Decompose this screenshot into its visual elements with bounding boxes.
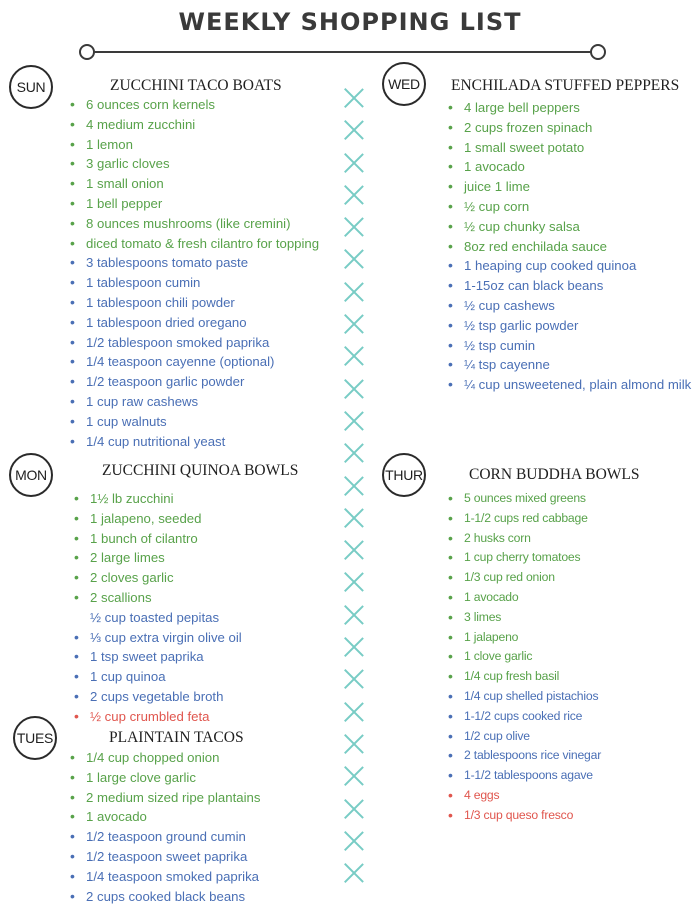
ingredient-item: • ⅓ cup extra virgin olive oil	[74, 628, 242, 648]
ingredient-item: • 5 ounces mixed greens	[448, 489, 601, 509]
recipe-title-mon: ZUCCHINI QUINOA BOWLS	[102, 462, 299, 479]
ingredient-item: • 4 medium zucchini	[70, 115, 319, 135]
ingredient-list-thur	[448, 489, 601, 826]
ingredient-item: • 1 bunch of cilantro	[74, 529, 242, 549]
ingredient-item: • 6 ounces corn kernels	[70, 95, 319, 115]
ingredient-item: • ½ tsp garlic powder	[448, 316, 688, 336]
divider-right-dot	[590, 44, 606, 60]
ingredient-item: • 1-1/2 cups cooked rice	[448, 707, 601, 727]
ingredient-item: • 1 jalapeno, seeded	[74, 509, 242, 529]
x-mark-icon	[343, 313, 365, 335]
ingredient-item: • 4 eggs	[448, 786, 601, 806]
page-title: WEEKLY SHOPPING LIST	[178, 8, 522, 36]
ingredient-item: • 3 limes	[448, 608, 601, 628]
ingredient-item: • ¼ tsp cayenne	[448, 355, 688, 375]
ingredient-item: • 1 avocado	[448, 157, 688, 177]
x-mark-icon	[343, 507, 365, 529]
ingredient-list-sun	[70, 95, 319, 451]
ingredient-list-wed	[448, 98, 692, 395]
ingredient-item: • 8oz red enchilada sauce	[448, 237, 688, 257]
ingredient-item: • 1 cup raw cashews	[70, 392, 319, 412]
ingredient-item: • 1 clove garlic	[448, 647, 601, 667]
x-mark-icon	[343, 539, 365, 561]
day-badge-tues: TUES	[13, 716, 57, 760]
ingredient-item: • 1/3 cup red onion	[448, 568, 601, 588]
x-mark-icon	[343, 87, 365, 109]
recipe-title-wed: ENCHILADA STUFFED PEPPERS	[451, 77, 680, 94]
recipe-title-sun: ZUCCHINI TACO BOATS	[110, 77, 282, 94]
ingredient-item: • 1-1/2 cups red cabbage	[448, 509, 601, 529]
ingredient-item: • 1/2 teaspoon sweet paprika	[70, 847, 260, 867]
x-mark-icon	[343, 668, 365, 690]
ingredient-item: • 4 large bell peppers	[448, 98, 688, 118]
day-badge-mon: MON	[9, 453, 53, 497]
ingredient-item: • 1/3 cup queso fresco	[448, 806, 601, 826]
ingredient-item: • 1 cup quinoa	[74, 667, 242, 687]
divider-left-dot	[79, 44, 95, 60]
ingredient-item: • 2 tablespoons rice vinegar	[448, 746, 601, 766]
x-mark-icon	[343, 798, 365, 820]
ingredient-item: • 1 avocado	[70, 807, 260, 827]
ingredient-item: • 1 jalapeno	[448, 628, 601, 648]
ingredient-item: • 1 cup walnuts	[70, 412, 319, 432]
x-mark-icon	[343, 248, 365, 270]
ingredient-item: • 2 husks corn	[448, 529, 601, 549]
x-mark-icon	[343, 410, 365, 432]
ingredient-item: • 2 cups cooked black beans	[70, 887, 260, 906]
ingredient-item: • 2 cups vegetable broth	[74, 687, 242, 707]
ingredient-item: • ½ cup corn	[448, 197, 688, 217]
ingredient-item: • ½ cup chunky salsa	[448, 217, 688, 237]
ingredient-item: ½ cup toasted pepitas	[90, 609, 220, 625]
x-mark-icon	[343, 862, 365, 884]
ingredient-item: • ½ cup cashews	[448, 296, 688, 316]
ingredient-item: • 2 scallions	[74, 588, 242, 608]
ingredient-item: • 1 small sweet potato	[448, 138, 688, 158]
ingredient-item: • 1 tablespoon dried oregano	[70, 313, 319, 333]
ingredient-item: • 1 large clove garlic	[70, 768, 260, 788]
ingredient-item: • juice 1 lime	[448, 177, 688, 197]
ingredient-item: • 2 medium sized ripe plantains	[70, 788, 260, 808]
recipe-title-tues: PLAINTAIN TACOS	[109, 729, 244, 746]
x-mark-icon	[343, 281, 365, 303]
x-mark-icon	[343, 378, 365, 400]
ingredient-item: • 1 tsp sweet paprika	[74, 647, 242, 667]
ingredient-item: • ¼ cup unsweetened, plain almond milk	[448, 375, 688, 395]
ingredient-item: • 1/4 cup nutritional yeast	[70, 432, 319, 452]
x-mark-icon	[343, 216, 365, 238]
ingredient-list-tues	[70, 748, 260, 906]
ingredient-item: • 1 small onion	[70, 174, 319, 194]
x-mark-icon	[343, 701, 365, 723]
ingredient-item: • 3 tablespoons tomato paste	[70, 253, 319, 273]
ingredient-item: • 3 garlic cloves	[70, 154, 319, 174]
day-badge-sun: SUN	[9, 65, 53, 109]
ingredient-item: • diced tomato & fresh cilantro for topping	[70, 234, 319, 254]
ingredient-item: • 1 heaping cup cooked quinoa	[448, 256, 688, 276]
x-mark-icon	[343, 345, 365, 367]
x-mark-icon	[343, 733, 365, 755]
ingredient-item: • 1/4 cup fresh basil	[448, 667, 601, 687]
ingredient-item: • 1/4 cup chopped onion	[70, 748, 260, 768]
ingredient-item: • 1 cup cherry tomatoes	[448, 548, 601, 568]
ingredient-item: • 1 tablespoon chili powder	[70, 293, 319, 313]
ingredient-item: • 1 avocado	[448, 588, 601, 608]
ingredient-item: • 1/4 teaspoon smoked paprika	[70, 867, 260, 887]
x-mark-icon	[343, 636, 365, 658]
ingredient-item: • ½ cup crumbled feta	[74, 707, 242, 727]
ingredient-item: • ½ tsp cumin	[448, 336, 688, 356]
day-badge-thur: THUR	[382, 453, 426, 497]
ingredient-item: • 1 lemon	[70, 135, 319, 155]
ingredient-item: • 1½ lb zucchini	[74, 489, 242, 509]
x-mark-icon	[343, 765, 365, 787]
x-mark-icon	[343, 475, 365, 497]
x-mark-icon	[343, 152, 365, 174]
ingredient-list-mon	[74, 489, 242, 727]
ingredient-item: • 1 tablespoon cumin	[70, 273, 319, 293]
ingredient-item: • 8 ounces mushrooms (like cremini)	[70, 214, 319, 234]
x-mark-icon	[343, 119, 365, 141]
x-mark-icon	[343, 571, 365, 593]
ingredient-item: • 1-15oz can black beans	[448, 276, 688, 296]
recipe-title-thur: CORN BUDDHA BOWLS	[469, 466, 640, 483]
ingredient-item: • 1/2 tablespoon smoked paprika	[70, 333, 319, 353]
x-mark-icon	[343, 442, 365, 464]
x-mark-column	[343, 87, 365, 894]
ingredient-item: • 1/4 cup shelled pistachios	[448, 687, 601, 707]
day-badge-wed: WED	[382, 62, 426, 106]
ingredient-item: • 2 cups frozen spinach	[448, 118, 688, 138]
x-mark-icon	[343, 830, 365, 852]
x-mark-icon	[343, 184, 365, 206]
ingredient-item: • 1/4 teaspoon cayenne (optional)	[70, 352, 319, 372]
ingredient-item: • 2 large limes	[74, 548, 242, 568]
ingredient-item: • 1/2 teaspoon garlic powder	[70, 372, 319, 392]
ingredient-item: • 1/2 teaspoon ground cumin	[70, 827, 260, 847]
ingredient-item: • 1/2 cup olive	[448, 727, 601, 747]
ingredient-item: • 2 cloves garlic	[74, 568, 242, 588]
ingredient-item: • 1 bell pepper	[70, 194, 319, 214]
title-divider	[80, 51, 600, 53]
x-mark-icon	[343, 604, 365, 626]
ingredient-item: • 1-1/2 tablespoons agave	[448, 766, 601, 786]
